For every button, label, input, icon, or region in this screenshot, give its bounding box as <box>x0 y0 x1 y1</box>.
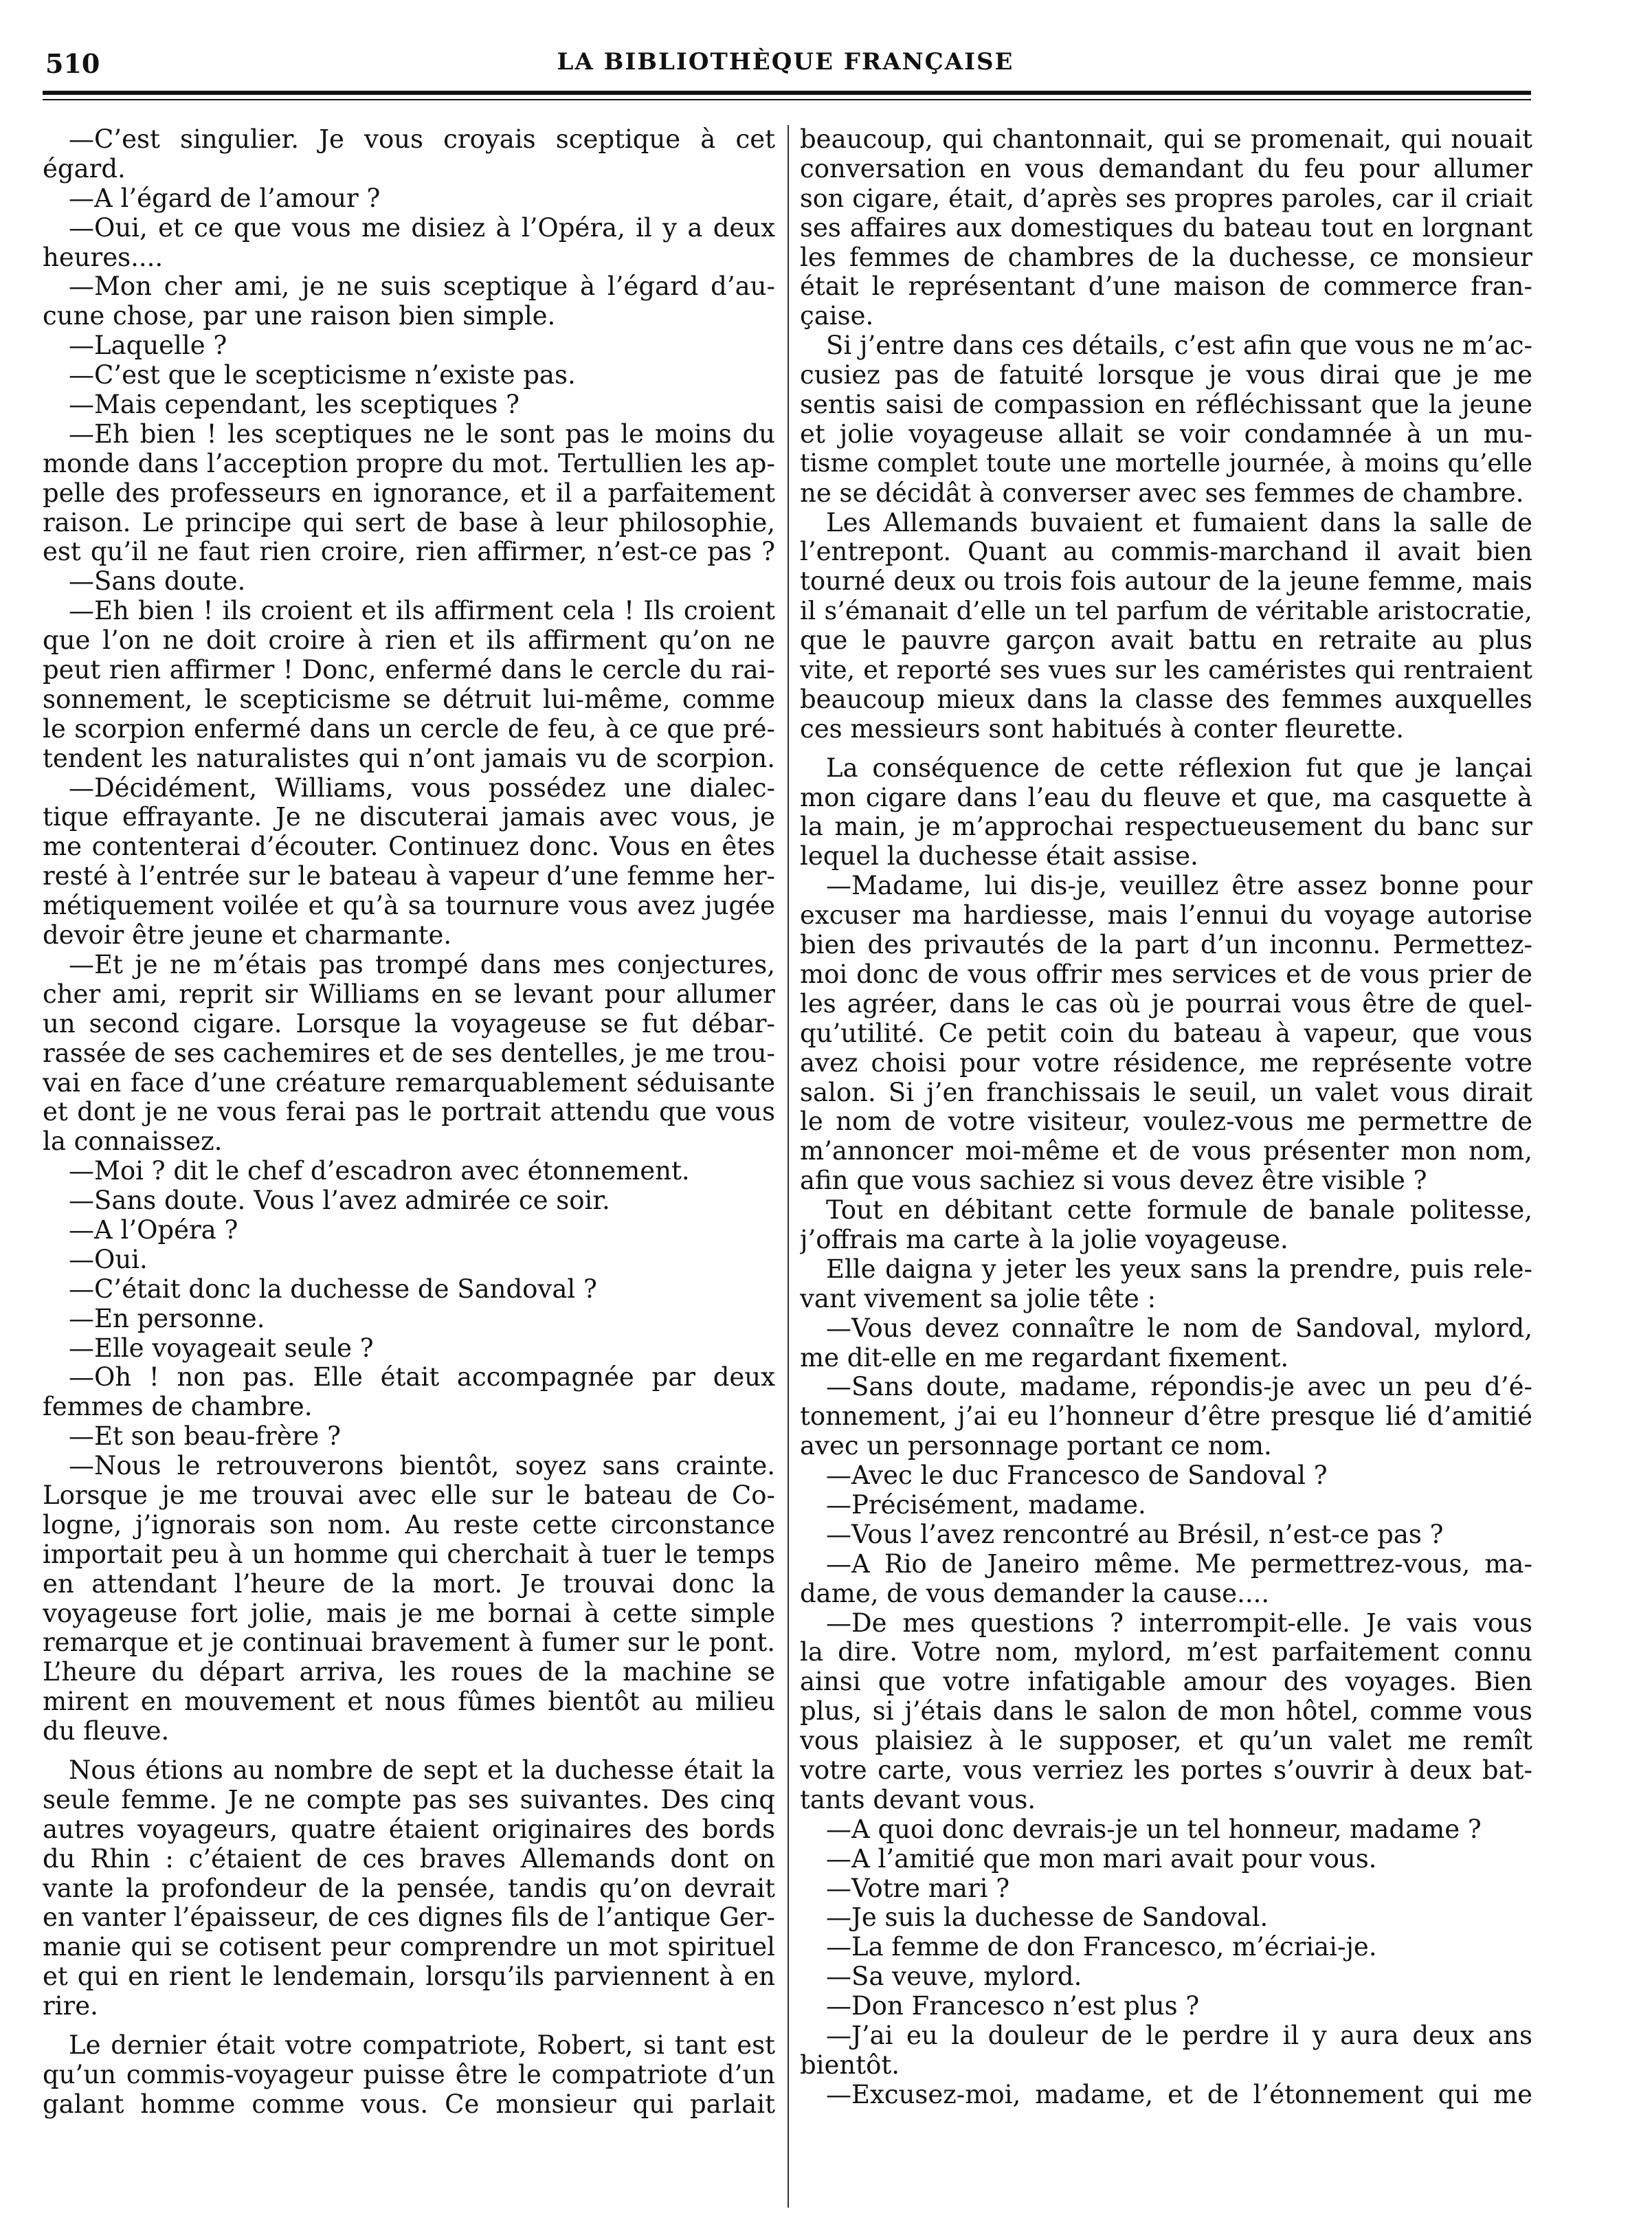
text-line: —A quoi donc devrais-je un tel honneur, madame ? <box>826 1814 1482 1844</box>
text-line: égard. <box>43 153 126 184</box>
text-line: et jolie voyageuse allait se voir condamnée à un mu- <box>800 419 1532 449</box>
text-line: la connaissez. <box>43 1126 223 1157</box>
text-line: sentis saisi de compassion en réfléchissant que la jeune <box>800 390 1532 420</box>
text-line: rassée de ses cachemires et de ses dentelles, je me trou- <box>43 1038 775 1068</box>
text-line: autres voyageurs, quatre étaient originaires des bords <box>43 1814 775 1844</box>
text-line: était le représentant d’une maison de commerce fran- <box>800 271 1532 302</box>
text-line: du Rhin : c’étaient de ces braves Allemands dont on <box>43 1843 775 1874</box>
text-line: moi donc de vous offrir mes services et de vous prier de <box>800 959 1532 989</box>
text-line: —Nous le retrouverons bientôt, soyez sans crainte. <box>69 1451 775 1481</box>
text-line: —Mon cher ami, je ne suis sceptique à l’égard d’au- <box>69 271 775 302</box>
text-line: l’entrepont. Quant au commis-marchand il avait bien <box>800 537 1532 567</box>
text-line: beaucoup mieux dans la classe des femmes auxquelles <box>800 684 1532 714</box>
text-line: un second cigare. Lorsque la voyageuse se fut débar- <box>43 1008 775 1039</box>
text-line: tonnement, j’ai eu l’honneur d’être presque lié d’amitié <box>800 1401 1532 1432</box>
text-line: galant homme comme vous. Ce monsieur qui parlait <box>43 2089 775 2119</box>
text-line: j’offrais ma carte à la jolie voyageuse. <box>800 1224 1288 1254</box>
text-line: cher ami, reprit sir Williams en se levant pour allumer <box>43 979 775 1009</box>
text-line: beaucoup, qui chantonnait, qui se promenait, qui nouait <box>800 125 1532 154</box>
text-line: importait peu à un homme qui cherchait à tuer le temps <box>43 1539 775 1569</box>
text-line: tourné deux ou trois fois autour de la jeune femme, mais <box>800 566 1532 597</box>
text-line: la main, je m’approchai respectueusement du banc sur <box>800 812 1532 842</box>
text-line: et dont je ne vous ferai pas le portrait attendu que vous <box>43 1097 775 1127</box>
text-line: pelle des professeurs en ignorance, et il a parfaitement <box>43 478 775 508</box>
text-line: vant vivement sa jolie tête : <box>800 1283 1157 1313</box>
text-line: —Décidément, Williams, vous possédez une dialec- <box>69 773 775 803</box>
text-line: mon cigare dans l’eau du fleuve et que, ma casquette à <box>800 782 1532 812</box>
text-line: Nous étions au nombre de sept et la duchesse était la <box>69 1755 775 1785</box>
text-line: lequel la duchesse était assise. <box>800 841 1198 872</box>
paragraph-gap <box>43 1746 775 1756</box>
text-line: en vanter l’épaisseur, de ces dignes fils de l’antique Ger- <box>43 1902 775 1933</box>
text-line: conversation en vous demandant du feu pour allumer <box>800 153 1532 184</box>
text-line: —Et je ne m’étais pas trompé dans mes conjectures, <box>69 949 775 979</box>
text-line: le scorpion enfermé dans un cercle de feu, à ce que pré- <box>43 713 775 744</box>
text-line: —Vous devez connaître le nom de Sandoval, mylord, <box>826 1313 1532 1343</box>
text-line: ces messieurs sont habitués à conter fleurette. <box>800 713 1405 744</box>
text-line: —Sans doute. Vous l’avez admirée ce soir. <box>69 1186 610 1216</box>
text-line: tants devant vous. <box>800 1784 1036 1814</box>
text-line: —Eh bien ! ils croient et ils affirment cela ! Ils croient <box>69 596 775 626</box>
text-line: sonnement, le scepticisme se détruit lui-même, comme <box>43 684 775 714</box>
text-line: L’heure du départ arriva, les roues de la machine se <box>43 1657 775 1687</box>
text-line: —C’est que le scepticisme n’existe pas. <box>69 360 576 390</box>
text-line: dame, de vous demander la cause.... <box>800 1578 1270 1608</box>
text-line: —Oui, et ce que vous me disiez à l’Opéra, il y a deux <box>69 212 775 243</box>
left-column <box>43 125 775 2208</box>
text-line: —Sa veuve, mylord. <box>826 1962 1082 1992</box>
text-line: remarque et je continuai bravement à fumer sur le pont. <box>43 1628 775 1658</box>
text-line: —Elle voyageait seule ? <box>69 1333 374 1363</box>
text-line: du fleuve. <box>43 1716 170 1746</box>
text-line: les agréer, dans le cas où je pourrai vous être de quel- <box>800 988 1532 1019</box>
text-line: logne, j’ignorais son nom. Au reste cette circonstance <box>43 1509 775 1540</box>
text-line: La conséquence de cette réflexion fut que je lançai <box>826 753 1532 783</box>
text-line: —Mais cependant, les sceptiques ? <box>69 390 520 420</box>
text-line: —C’est singulier. Je vous croyais sceptique à cet <box>69 125 775 154</box>
text-line: —A Rio de Janeiro même. Me permettrez-vous, ma- <box>826 1549 1532 1579</box>
text-line: manie qui se cotisent peur comprendre un mot spirituel <box>43 1932 775 1962</box>
header-rule-thick <box>43 91 1531 95</box>
text-line: —Oh ! non pas. Elle était accompagnée par deux <box>69 1362 775 1392</box>
text-line: tisme complet toute une mortelle journée, à moins qu’elle <box>800 449 1532 478</box>
text-line: cune chose, par une raison bien simple. <box>43 301 556 331</box>
text-line: voyageuse fort jolie, mais je me bornai à cette simple <box>43 1598 775 1628</box>
paragraph-gap <box>43 2021 775 2031</box>
text-line: salon. Si j’en franchissais le seuil, un valet vous dirait <box>800 1077 1532 1107</box>
text-line: —A l’amitié que mon mari avait pour vous. <box>826 1843 1377 1874</box>
text-line: —La femme de don Francesco, m’écriai-je. <box>826 1932 1377 1962</box>
text-line: —A l’égard de l’amour ? <box>69 183 381 213</box>
text-line: rire. <box>43 1991 98 2021</box>
text-line: que le pauvre garçon avait battu en retraite au plus <box>800 625 1532 656</box>
text-line: —Avec le duc Francesco de Sandoval ? <box>826 1461 1328 1491</box>
text-line: en attendant l’heure de la mort. Je trouvai donc la <box>43 1568 775 1599</box>
text-line: —Sans doute, madame, répondis-je avec un peu d’é- <box>826 1372 1532 1402</box>
text-line: Tout en débitant cette formule de banale politesse, <box>826 1195 1532 1225</box>
text-line: —Sans doute. <box>69 566 246 597</box>
text-line: avec un personnage portant ce nom. <box>800 1431 1272 1461</box>
text-line: çaise. <box>800 301 874 331</box>
text-line: tendent les naturalistes qui n’ont jamais vu de scorpion. <box>43 743 775 773</box>
text-line: —J’ai eu la douleur de le perdre il y aura deux ans <box>826 2021 1532 2050</box>
text-line: m’annoncer moi-même et de vous présenter mon nom, <box>800 1136 1532 1166</box>
text-line: ses affaires aux domestiques du bateau tout en lorgnant <box>800 212 1532 243</box>
text-line: bientôt. <box>800 2050 900 2080</box>
text-line: vite, et reporté ses vues sur les caméristes qui rentraient <box>800 655 1532 685</box>
text-line: —Je suis la duchesse de Sandoval. <box>826 1902 1269 1933</box>
text-line: ne se décidât à converser avec ses femmes de chambre. <box>800 478 1524 508</box>
text-line: vante la profondeur de la pensée, tandis qu’on devrait <box>43 1873 775 1903</box>
text-line: —Vous l’avez rencontré au Brésil, n’est-ce pas ? <box>826 1519 1444 1549</box>
text-line: —Votre mari ? <box>826 1873 1010 1903</box>
page-number: 510 <box>45 48 100 79</box>
paragraph-gap <box>800 744 1532 754</box>
text-line: bien des privautés de la part d’un inconnu. Permettez- <box>800 930 1532 960</box>
column-divider <box>788 125 789 2208</box>
text-line: vai en face d’une créature remarquablement séduisante <box>43 1067 775 1098</box>
text-line: me contenterai d’écouter. Continuez donc. Vous en êtes <box>43 832 775 862</box>
text-line: et qui en rient le lendemain, lorsqu’ils parviennent à en <box>43 1962 775 1992</box>
text-line: peut rien affirmer ! Donc, enfermé dans le cercle du rai- <box>43 655 775 685</box>
text-line: qu’utilité. Ce petit coin du bateau à vapeur, que vous <box>800 1018 1532 1048</box>
text-line: métiquement voilée et qu’à sa tournure vous avez jugée <box>43 891 775 921</box>
text-line: devoir être jeune et charmante. <box>43 920 452 951</box>
text-line: —Et son beau-frère ? <box>69 1421 341 1452</box>
text-line: Le dernier était votre compatriote, Robert, si tant est <box>69 2030 775 2060</box>
text-line: avez choisi pour votre résidence, me représente votre <box>800 1047 1532 1078</box>
text-line: afin que vous sachiez si vous devez être visible ? <box>800 1166 1427 1196</box>
text-line: mirent en mouvement et nous fûmes bientôt au milieu <box>43 1687 775 1717</box>
text-line: —Madame, lui dis-je, veuillez être assez bonne pour <box>826 871 1532 901</box>
text-line: —C’était donc la duchesse de Sandoval ? <box>69 1274 597 1304</box>
text-line: Si j’entre dans ces détails, c’est afin que vous ne m’ac- <box>826 331 1532 361</box>
right-column <box>800 125 1532 2208</box>
text-line: seule femme. Je ne compte pas ses suivantes. Des cinq <box>43 1784 775 1814</box>
header-rule-thin <box>43 99 1531 100</box>
text-line: —Excusez-moi, madame, et de l’étonnement qui me <box>826 2079 1532 2109</box>
text-line: son cigare, était, d’après ses propres paroles, car il criait <box>800 183 1532 213</box>
text-line: Elle daigna y jeter les yeux sans la prendre, puis rele- <box>826 1254 1532 1284</box>
text-line: la dire. Votre nom, mylord, m’est parfaitement connu <box>800 1637 1532 1667</box>
text-line: que l’on ne doit croire à rien et ils affirment qu’on ne <box>43 625 775 656</box>
text-line: est qu’il ne faut rien croire, rien affirmer, n’est-ce pas ? <box>43 537 775 567</box>
text-line: excuser ma hardiesse, mais l’ennui du voyage autorise <box>800 900 1532 931</box>
text-line: —Don Francesco n’est plus ? <box>826 1991 1200 2021</box>
text-line: resté à l’entrée sur le bateau à vapeur d’une femme her- <box>43 861 775 891</box>
text-line: le nom de votre visiteur, voulez-vous me permettre de <box>800 1107 1532 1137</box>
text-line: vous plaisiez à le supposer, et qu’un valet me remît <box>800 1726 1532 1756</box>
text-line: monde dans l’acception propre du mot. Tertullien les ap- <box>43 448 775 478</box>
text-line: il s’émanait d’elle un tel parfum de véritable aristocratie, <box>800 596 1532 626</box>
text-line: heures.... <box>43 242 164 272</box>
text-line: —Eh bien ! les sceptiques ne le sont pas le moins du <box>69 419 775 449</box>
text-line: —Précisément, madame. <box>826 1489 1146 1520</box>
text-line: —Laquelle ? <box>69 331 227 361</box>
text-line: —En personne. <box>69 1303 265 1333</box>
running-header <box>40 44 1531 85</box>
text-line: femmes de chambre. <box>43 1392 313 1422</box>
text-line: ainsi que votre infatigable amour des voyages. Bien <box>800 1667 1532 1697</box>
text-line: me dit-elle en me regardant fixement. <box>800 1342 1289 1373</box>
text-line: —Oui. <box>69 1244 148 1274</box>
text-line: les femmes de chambres de la duchesse, ce monsieur <box>800 242 1532 272</box>
text-line: —A l’Opéra ? <box>69 1214 238 1245</box>
text-line: votre carte, vous verriez les portes s’ouvrir à deux bat- <box>800 1755 1532 1785</box>
text-line: Lorsque je me trouvai avec elle sur le bateau de Co- <box>43 1480 775 1510</box>
text-line: plus, si j’étais dans le salon de mon hôtel, comme vous <box>800 1696 1532 1727</box>
text-line: —Moi ? dit le chef d’escadron avec étonnement. <box>69 1156 690 1186</box>
text-line: tique effrayante. Je ne discuterai jamais avec vous, je <box>43 802 775 832</box>
text-line: qu’un commis-voyageur puisse être le compatriote d’un <box>43 2059 775 2089</box>
text-line: —De mes questions ? interrompit-elle. Je vais vous <box>826 1608 1532 1638</box>
text-line: raison. Le principe qui sert de base à leur philosophie, <box>43 507 775 537</box>
text-line: Les Allemands buvaient et fumaient dans la salle de <box>826 507 1532 537</box>
running-title: LA BIBLIOTHÈQUE FRANÇAISE <box>557 48 1014 76</box>
text-line: cusiez pas de fatuité lorsque je vous dirai que je me <box>800 360 1532 390</box>
